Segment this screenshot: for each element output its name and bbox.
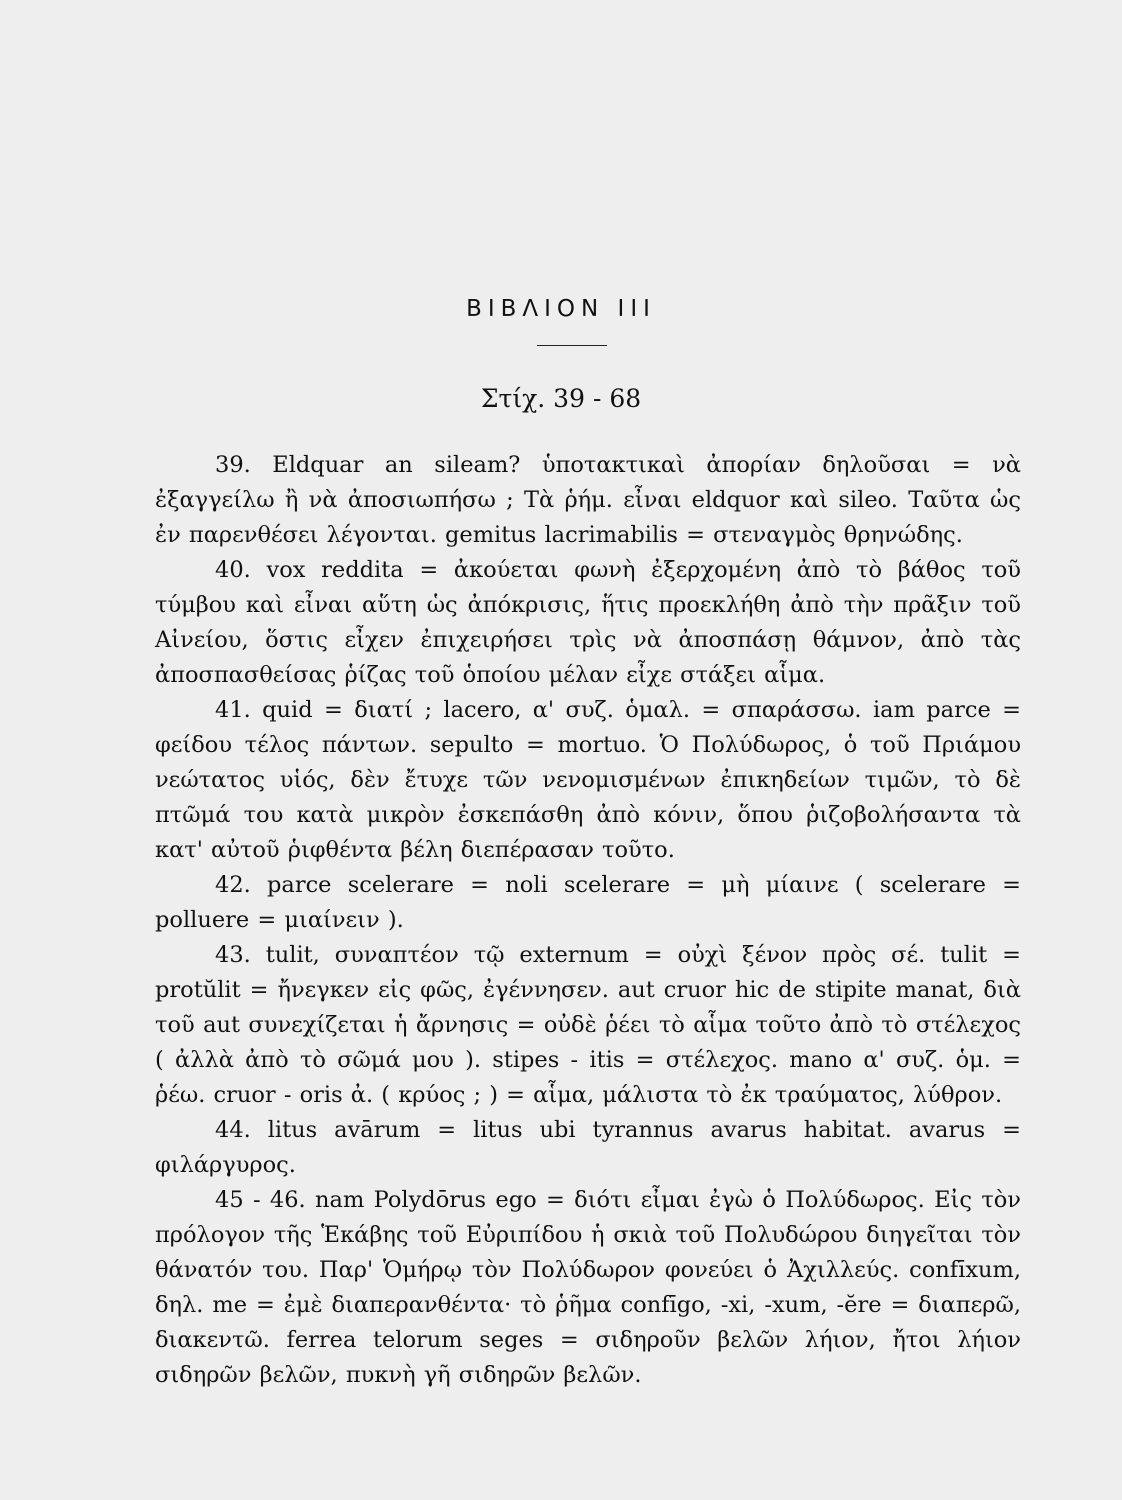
paragraph-verse-45-46: 45 - 46. nam Polydōrus ego = διότι εἶμαι ἐγὼ ὁ Πολύδωρος. Εἰς τὸν πρόλογον τῆς Ἑκάβης τοῦ Εὐριπίδου ἡ σκιὰ τοῦ Πολυδώρου διηγεῖται τὸν θάνατόν του. Παρ' Ὁμήρῳ τὸν Πολύδωρον φονεύει ὁ Ἀχιλλεύς. confīxum, δηλ. me = ἐμὲ διαπερανθέντα· τὸ ῥῆμα confīgo, -xi, -xum, -ĕre = διαπερῶ, διακεντῶ. ferrea telorum seges = σιδηροῦν βελῶν λήιον, ἤτοι λήιον σιδηρῶν βελῶν, πυκνὴ γῆ σιδηρῶν βελῶν. <box>155 1187 1021 1388</box>
paragraph-verse-43: 43. tulit, συναπτέον τῷ externum = οὐχὶ ξένον πρὸς σέ. tulit = protŭlit = ἤνεγκεν εἰς φῶς, ἐγέννησεν. aut cruor hic de stipite manat, διὰ τοῦ aut συνεχίζεται ἡ ἄρνησις = οὐδὲ ῥέει τὸ αἷμα τοῦτο ἀπὸ τὸ στέλεχος ( ἀλλὰ ἀπὸ τὸ σῶμά μου ). stipes - itis = στέλεχος. mano α' συζ. ὁμ. = ῥέω. cruor - oris ἀ. ( κρύος ; ) = αἷμα, μάλιστα τὸ ἐκ τραύματος, λύθρον. <box>155 942 1021 1108</box>
commentary-text <box>155 448 1021 1393</box>
verse-range: Στίχ. 39 - 68 <box>480 384 642 413</box>
paragraph-verse-40: 40. vox reddita = ἀκούεται φωνὴ ἐξερχομένη ἀπὸ τὸ βάθος τοῦ τύμβου καὶ εἶναι αὕτη ὡς ἀπόκρισις, ἥτις προεκλήθη ἀπὸ τὴν πρᾶξιν τοῦ Αἰνείου, ὅστις εἶχεν ἐπιχειρήσει τρὶς νὰ ἀποσπάσῃ θάμνον, ἀπὸ τὰς ἀποσπασθείσας ῥίζας τοῦ ὁποίου μέλαν εἶχε στάξει αἷμα. <box>155 557 1021 688</box>
paragraph-verse-41: 41. quid = διατί ; lacero, α' συζ. ὁμαλ. = σπαράσσω. iam parce = φείδου τέλος πάντων. sepulto = mortuo. Ὁ Πολύδωρος, ὁ τοῦ Πριάμου νεώτατος υἱός, δὲν ἔτυχε τῶν νενομισμένων ἐπικηδείων τιμῶν, τὸ δὲ πτῶμά του κατὰ μικρὸν ἐσκεπάσθη ἀπὸ κόνιν, ὅπου ῥιζοβολήσαντα τὰ κατ' αὐτοῦ ῥιφθέντα βέλη διεπέρασαν τοῦτο. <box>155 697 1021 863</box>
paragraph-verse-44: 44. litus avārum = litus ubi tyrannus avarus habitat. avarus = φιλάργυρος. <box>155 1117 1021 1178</box>
book-title: ΒΙΒΛΙΟΝ ΙΙΙ <box>466 296 656 322</box>
paragraph-verse-42: 42. parce scelerare = noli scelerare = μὴ μίαινε ( scelerare = polluere = μιαίνειν ). <box>155 872 1021 933</box>
title-divider <box>537 345 607 346</box>
paragraph-verse-39: 39. Eldquar an sileam? ὑποτακτικαὶ ἀπορίαν δηλοῦσαι = νὰ ἐξαγγείλω ἢ νὰ ἀποσιωπήσω ; Τὰ ῥήμ. εἶναι eldquor καὶ sileo. Ταῦτα ὡς ἐν παρενθέσει λέγονται. gemitus lacrimabilis = στεναγμὸς θρηνώδης. <box>155 452 1021 548</box>
